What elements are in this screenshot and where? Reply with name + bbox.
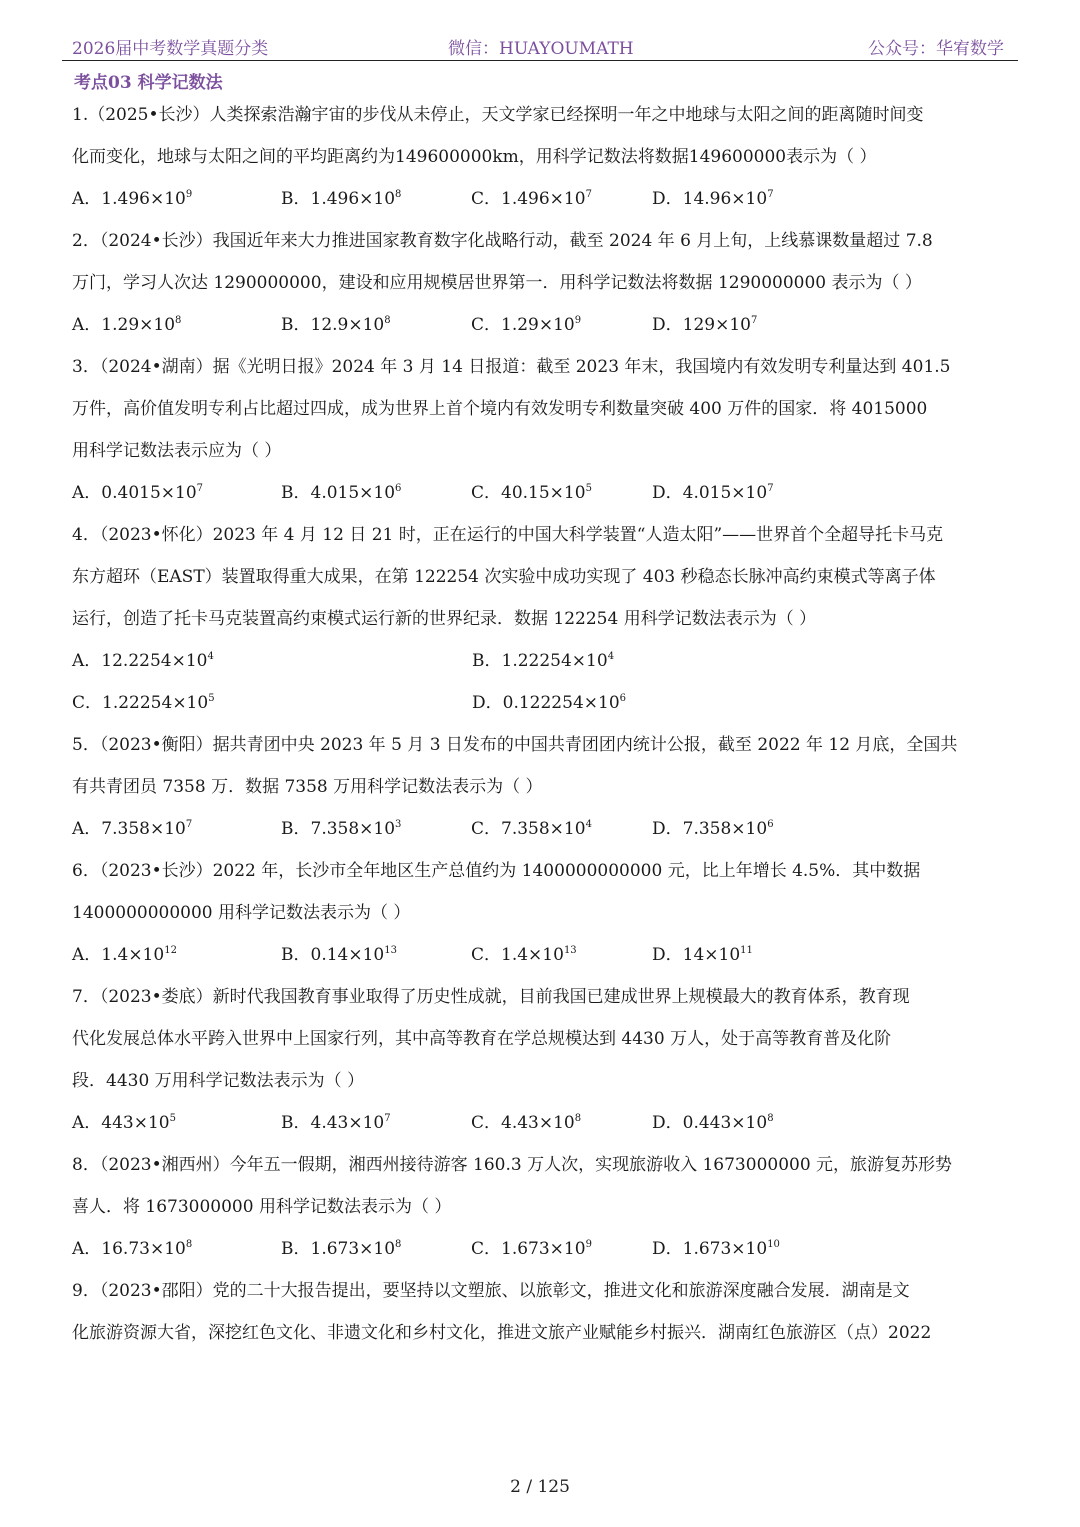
option-label: D． bbox=[652, 819, 683, 839]
option-exponent: 4 bbox=[607, 651, 615, 662]
option-exponent: 3 bbox=[395, 819, 402, 830]
option-exponent: 7 bbox=[767, 189, 774, 200]
answer-option-a[interactable] bbox=[72, 1228, 192, 1270]
question-text-line: 8．（2023•湘西州）今年五一假期，湘西州接待游客 160.3 万人次，实现旅游收入 1673000000 元，旅游复苏形势 bbox=[72, 1155, 953, 1175]
option-exponent: 6 bbox=[395, 483, 402, 494]
question-text-line: 化旅游资源大省，深挖红色文化、非遗文化和乡村文化，推进文旅产业赋能乡村振兴．湖南红色旅游区（点）2022 bbox=[72, 1323, 932, 1343]
answer-option-b[interactable] bbox=[281, 934, 397, 976]
answer-option-c[interactable] bbox=[471, 472, 592, 514]
answer-option-b[interactable] bbox=[281, 1102, 391, 1144]
option-label: B． bbox=[281, 189, 311, 209]
option-label: D． bbox=[652, 189, 683, 209]
answer-options-row bbox=[72, 934, 1012, 976]
question-block bbox=[72, 1144, 1012, 1270]
question-text-line: 2．（2024•长沙）我国近年来大力推进国家教育数字化战略行动，截至 2024 年 6 月上旬，上线慕课数量超过 7.8 bbox=[72, 231, 933, 251]
question-text-line: 4．（2023•怀化）2023 年 4 月 12 日 21 时，正在运行的中国大科学装置“人造太阳”——世界首个全超导托卡马克 bbox=[72, 525, 944, 545]
answer-option-b[interactable] bbox=[281, 304, 391, 346]
option-label: C． bbox=[471, 189, 502, 209]
option-label: C． bbox=[72, 693, 103, 713]
question-block bbox=[72, 514, 1012, 724]
option-label: D． bbox=[652, 1113, 683, 1133]
option-label: C． bbox=[471, 819, 502, 839]
option-label: B． bbox=[281, 315, 311, 335]
option-exponent: 6 bbox=[767, 819, 774, 830]
option-value: 4.43×10 bbox=[310, 1113, 385, 1133]
option-value: 1.22254×10 bbox=[501, 651, 608, 671]
answer-option-d[interactable] bbox=[652, 304, 757, 346]
option-value: 1.4×10 bbox=[101, 945, 165, 965]
option-label: B． bbox=[281, 1239, 311, 1259]
header-account: 公众号：华宥数学 bbox=[868, 39, 1004, 59]
option-label: C． bbox=[471, 483, 502, 503]
option-label: C． bbox=[471, 315, 502, 335]
answer-option-c[interactable] bbox=[471, 1228, 592, 1270]
option-value: 40.15×10 bbox=[501, 483, 586, 503]
option-value: 14.96×10 bbox=[682, 189, 768, 209]
question-block bbox=[72, 94, 1012, 220]
option-value: 1.4×10 bbox=[501, 945, 564, 965]
question-block bbox=[72, 850, 1012, 976]
question-text-line: 7．（2023•娄底）新时代我国教育事业取得了历史性成就，目前我国已建成世界上规模最大的教育体系，教育现 bbox=[72, 987, 910, 1007]
option-exponent: 13 bbox=[563, 945, 577, 956]
header-left-title: 2026届中考数学真题分类 bbox=[72, 39, 269, 59]
question-text-line: 用科学记数法表示应为（ ） bbox=[72, 441, 282, 461]
option-exponent: 13 bbox=[384, 945, 397, 956]
option-label: D． bbox=[652, 315, 683, 335]
option-exponent: 5 bbox=[585, 483, 592, 494]
answer-options-row bbox=[72, 1228, 1012, 1270]
option-exponent: 5 bbox=[169, 1113, 176, 1124]
answer-options-row bbox=[72, 640, 1012, 682]
question-text-line: 化而变化，地球与太阳之间的平均距离约为149600000km，用科学记数法将数据149600000表示为（ ） bbox=[72, 147, 877, 167]
answer-option-c[interactable] bbox=[471, 934, 577, 976]
question-text-line: 代化发展总体水平跨入世界中上国家行列，其中高等教育在学总规模达到 4430 万人，处于高等教育普及化阶 bbox=[72, 1029, 892, 1049]
option-exponent: 7 bbox=[196, 483, 204, 494]
option-exponent: 7 bbox=[185, 819, 193, 830]
question-block bbox=[72, 220, 1012, 346]
answer-option-b[interactable] bbox=[281, 808, 401, 850]
answer-option-b[interactable] bbox=[281, 472, 401, 514]
answer-options-row bbox=[72, 682, 1012, 724]
option-value: 7.358×10 bbox=[101, 819, 186, 839]
question-text-line: 万件，高价值发明专利占比超过四成，成为世界上首个境内有效发明专利数量突破 400 万件的国家．将 4015000 bbox=[72, 399, 928, 419]
answer-options-row bbox=[72, 472, 1012, 514]
option-value: 4.015×10 bbox=[310, 483, 396, 503]
answer-option-c[interactable] bbox=[72, 682, 215, 724]
option-label: B． bbox=[281, 819, 311, 839]
option-label: B． bbox=[472, 651, 502, 671]
option-value: 0.14×10 bbox=[310, 945, 385, 965]
question-text-line: 1.（2025•长沙）人类探索浩瀚宇宙的步伐从未停止，天文学家已经探明一年之中地球与太阳之间的距离随时间变 bbox=[72, 105, 924, 125]
option-value: 1.673×10 bbox=[310, 1239, 396, 1259]
question-text-line: 东方超环（EAST）装置取得重大成果，在第 122254 次实验中成功实现了 403 秒稳态长脉冲高约束模式等离子体 bbox=[72, 567, 936, 587]
option-label: D． bbox=[472, 693, 503, 713]
answer-option-d[interactable] bbox=[652, 1228, 780, 1270]
answer-option-d[interactable] bbox=[472, 682, 626, 724]
answer-option-a[interactable] bbox=[72, 178, 192, 220]
option-exponent: 8 bbox=[185, 1239, 193, 1250]
answer-option-a[interactable] bbox=[72, 808, 192, 850]
answer-options-row bbox=[72, 808, 1012, 850]
option-exponent: 6 bbox=[619, 693, 627, 704]
option-value: 1.29×10 bbox=[501, 315, 575, 335]
option-value: 1.673×10 bbox=[682, 1239, 768, 1259]
option-value: 1.496×10 bbox=[501, 189, 586, 209]
option-exponent: 9 bbox=[185, 189, 193, 200]
answer-option-a[interactable] bbox=[72, 1102, 176, 1144]
option-value: 129×10 bbox=[682, 315, 751, 335]
answer-option-a[interactable] bbox=[72, 304, 181, 346]
section-title: 考点03 科学记数法 bbox=[74, 73, 223, 93]
option-exponent: 7 bbox=[384, 1113, 391, 1124]
question-text-line: 有共青团员 7358 万．数据 7358 万用科学记数法表示为（ ） bbox=[72, 777, 543, 797]
answer-option-c[interactable] bbox=[471, 304, 581, 346]
answer-option-d[interactable] bbox=[652, 934, 753, 976]
option-label: C． bbox=[471, 945, 502, 965]
option-label: D． bbox=[652, 483, 683, 503]
option-exponent: 8 bbox=[767, 1113, 774, 1124]
question-block bbox=[72, 1270, 1012, 1354]
option-exponent: 10 bbox=[767, 1239, 780, 1250]
answer-option-b[interactable] bbox=[281, 1228, 401, 1270]
header-wechat: 微信：HUAYOUMATH bbox=[448, 39, 634, 59]
answer-option-c[interactable] bbox=[471, 1102, 581, 1144]
answer-options-row bbox=[72, 304, 1012, 346]
option-exponent: 7 bbox=[750, 315, 758, 326]
option-value: 1.22254×10 bbox=[102, 693, 209, 713]
option-exponent: 8 bbox=[395, 189, 402, 200]
question-list bbox=[72, 94, 1012, 1354]
option-value: 1.496×10 bbox=[310, 189, 396, 209]
option-value: 1.496×10 bbox=[101, 189, 186, 209]
answer-option-b[interactable] bbox=[281, 178, 401, 220]
option-label: B． bbox=[281, 945, 311, 965]
option-exponent: 5 bbox=[208, 693, 215, 704]
option-label: A． bbox=[72, 189, 102, 209]
option-value: 4.015×10 bbox=[682, 483, 768, 503]
option-exponent: 8 bbox=[574, 1113, 582, 1124]
option-exponent: 8 bbox=[384, 315, 391, 326]
option-exponent: 11 bbox=[740, 945, 753, 956]
page-header bbox=[62, 30, 1018, 61]
question-text-line: 1400000000000 用科学记数法表示为（ ） bbox=[72, 903, 411, 923]
option-label: D． bbox=[652, 1239, 683, 1259]
answer-option-c[interactable] bbox=[471, 808, 592, 850]
option-value: 0.443×10 bbox=[682, 1113, 768, 1133]
option-exponent: 7 bbox=[585, 189, 592, 200]
option-value: 14×10 bbox=[682, 945, 741, 965]
option-value: 4.43×10 bbox=[501, 1113, 575, 1133]
answer-option-a[interactable] bbox=[72, 640, 214, 682]
answer-option-d[interactable] bbox=[652, 472, 774, 514]
option-label: A． bbox=[72, 315, 102, 335]
option-label: D． bbox=[652, 945, 683, 965]
option-label: A． bbox=[72, 483, 102, 503]
option-value: 0.122254×10 bbox=[502, 693, 620, 713]
option-value: 16.73×10 bbox=[101, 1239, 186, 1259]
option-value: 1.673×10 bbox=[501, 1239, 586, 1259]
answer-options-row bbox=[72, 178, 1012, 220]
answer-options-row bbox=[72, 1102, 1012, 1144]
option-value: 0.4015×10 bbox=[101, 483, 197, 503]
option-label: A． bbox=[72, 1113, 102, 1133]
option-value: 7.358×10 bbox=[501, 819, 586, 839]
option-value: 7.358×10 bbox=[682, 819, 768, 839]
option-value: 1.29×10 bbox=[101, 315, 176, 335]
question-text-line: 段．4430 万用科学记数法表示为（ ） bbox=[72, 1071, 365, 1091]
option-label: A． bbox=[72, 819, 102, 839]
page-number: 2 / 125 bbox=[510, 1477, 570, 1497]
option-label: A． bbox=[72, 1239, 102, 1259]
answer-option-c[interactable] bbox=[471, 178, 592, 220]
answer-option-b[interactable] bbox=[472, 640, 614, 682]
question-text-line: 6．（2023•长沙）2022 年，长沙市全年地区生产总值约为 1400000000000 元，比上年增长 4.5%．其中数据 bbox=[72, 861, 921, 881]
option-exponent: 7 bbox=[767, 483, 774, 494]
question-text-line: 喜人．将 1673000000 用科学记数法表示为（ ） bbox=[72, 1197, 452, 1217]
option-value: 12.9×10 bbox=[310, 315, 385, 335]
answer-option-d[interactable] bbox=[652, 808, 774, 850]
option-label: A． bbox=[72, 945, 102, 965]
option-label: A． bbox=[72, 651, 102, 671]
option-value: 443×10 bbox=[101, 1113, 170, 1133]
answer-option-a[interactable] bbox=[72, 472, 203, 514]
answer-option-d[interactable] bbox=[652, 178, 774, 220]
question-block bbox=[72, 346, 1012, 514]
option-label: C． bbox=[471, 1113, 502, 1133]
question-text-line: 万门，学习人次达 1290000000，建设和应用规模居世界第一．用科学记数法将数据 1290000000 表示为（ ） bbox=[72, 273, 922, 293]
option-exponent: 12 bbox=[164, 945, 177, 956]
question-block bbox=[72, 976, 1012, 1144]
question-text-line: 3．（2024•湖南）据《光明日报》2024 年 3 月 14 日报道：截至 2023 年末，我国境内有效发明专利量达到 401.5 bbox=[72, 357, 951, 377]
answer-option-a[interactable] bbox=[72, 934, 177, 976]
question-text-line: 5．（2023•衡阳）据共青团中央 2023 年 5 月 3 日发布的中国共青团团内统计公报，截至 2022 年 12 月底，全国共 bbox=[72, 735, 958, 755]
option-value: 7.358×10 bbox=[310, 819, 396, 839]
question-text-line: 9．（2023•邵阳）党的二十大报告提出，要坚持以文塑旅、以旅彰文，推进文化和旅游深度融合发展．湖南是文 bbox=[72, 1281, 910, 1301]
option-exponent: 9 bbox=[574, 315, 582, 326]
option-exponent: 8 bbox=[175, 315, 182, 326]
question-text-line: 运行，创造了托卡马克装置高约束模式运行新的世界纪录．数据 122254 用科学记数法表示为（ ） bbox=[72, 609, 817, 629]
option-label: B． bbox=[281, 483, 311, 503]
option-exponent: 4 bbox=[585, 819, 592, 830]
question-block bbox=[72, 724, 1012, 850]
answer-option-d[interactable] bbox=[652, 1102, 774, 1144]
option-value: 12.2254×10 bbox=[101, 651, 208, 671]
option-exponent: 9 bbox=[585, 1239, 592, 1250]
option-exponent: 8 bbox=[395, 1239, 402, 1250]
option-label: B． bbox=[281, 1113, 311, 1133]
option-label: C． bbox=[471, 1239, 502, 1259]
option-exponent: 4 bbox=[207, 651, 214, 662]
